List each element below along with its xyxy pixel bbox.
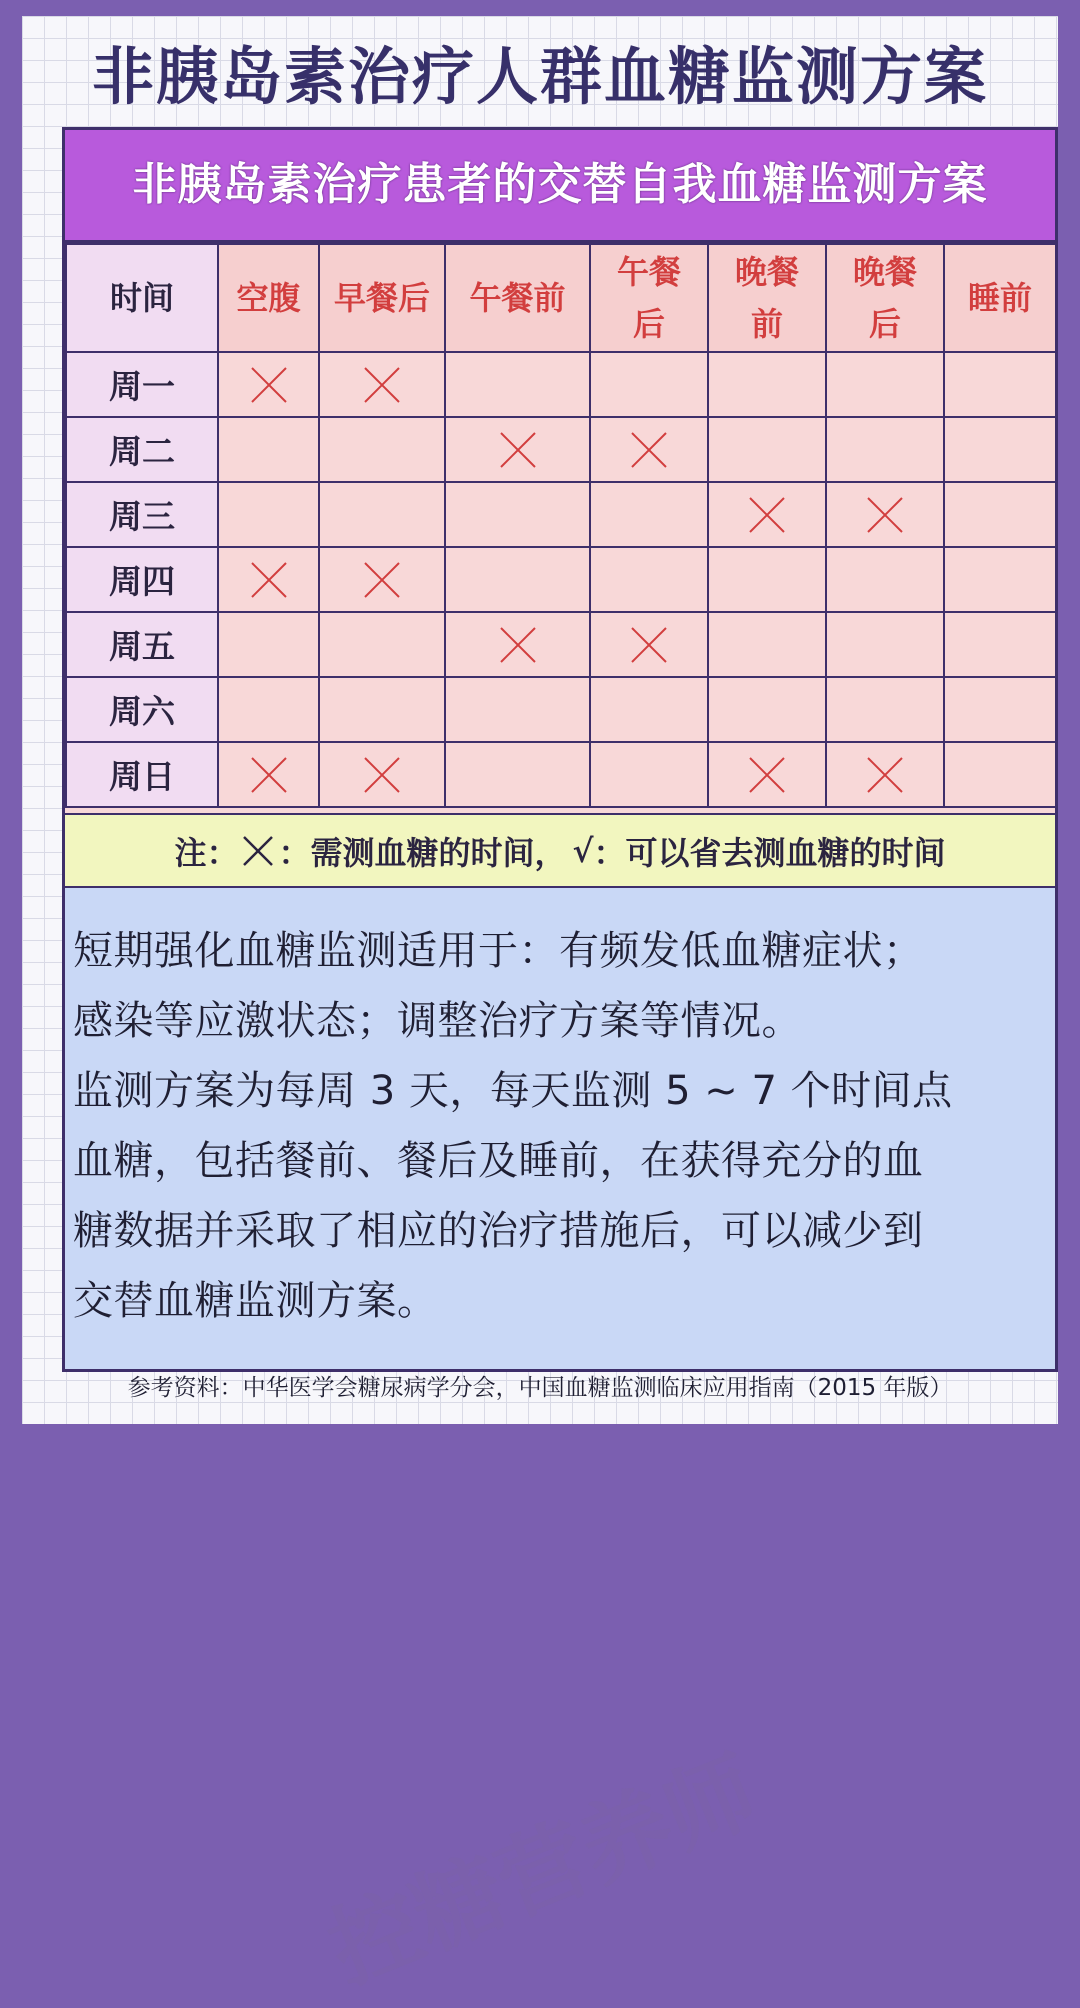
schedule-cell	[218, 352, 319, 417]
schedule-cell	[319, 547, 445, 612]
column-header	[590, 244, 708, 352]
table-row	[66, 417, 1056, 482]
x-mark-icon	[748, 496, 786, 534]
x-mark-icon	[250, 756, 288, 794]
schedule-cell	[218, 677, 319, 742]
info-line: 血糖，包括餐前、餐后及睡前，在获得充分的血	[73, 1138, 924, 1184]
x-mark-icon	[240, 833, 276, 869]
schedule-cell	[445, 482, 590, 547]
schedule-cell	[319, 677, 445, 742]
info-line: 感染等应激状态；调整治疗方案等情况。	[73, 998, 802, 1044]
column-header	[319, 244, 445, 352]
schedule-cell	[708, 417, 826, 482]
x-mark-icon	[630, 431, 668, 469]
poster	[22, 16, 1058, 2004]
column-header	[944, 244, 1056, 352]
table-heading: 非胰岛素治疗患者的交替自我血糖监测方案	[65, 130, 1055, 243]
schedule-cell	[708, 612, 826, 677]
check-icon: √	[572, 831, 594, 870]
schedule-cell	[826, 677, 944, 742]
schedule-cell	[319, 612, 445, 677]
watermark: 控糖营养师	[314, 1736, 772, 2004]
schedule-cell	[826, 547, 944, 612]
x-mark-icon	[866, 756, 904, 794]
column-header-label: 前	[750, 305, 783, 343]
schedule-cell	[944, 677, 1056, 742]
page-title: 非胰岛素治疗人群血糖监测方案	[91, 40, 988, 113]
schedule-cell	[708, 352, 826, 417]
column-header-label: 晚餐	[852, 253, 917, 291]
column-header-label: 后	[632, 305, 665, 343]
day-label: 周六	[66, 677, 218, 742]
info-line: 糖数据并采取了相应的治疗措施后，可以减少到	[73, 1208, 924, 1254]
column-header-label: 早餐后	[333, 279, 430, 317]
schedule-cell	[319, 417, 445, 482]
x-mark-icon	[866, 496, 904, 534]
table-row	[66, 612, 1056, 677]
schedule-cell	[445, 547, 590, 612]
schedule-cell	[826, 417, 944, 482]
info-line: 监测方案为每周 3 天，每天监测 5 ~ 7 个时间点	[73, 1068, 953, 1114]
info-line: 短期强化血糖监测适用于：有频发低血糖症状；	[73, 928, 924, 974]
schedule-cell	[708, 547, 826, 612]
note-prefix: 注：	[174, 833, 239, 872]
reference-note: 参考资料：中华医学会糖尿病学分会，中国血糖监测临床应用指南（2015 年版）	[127, 1375, 953, 1401]
schedule-cell	[944, 417, 1056, 482]
schedule-cell	[590, 677, 708, 742]
schedule-cell	[944, 482, 1056, 547]
schedule-cell	[826, 742, 944, 807]
legend-note	[65, 813, 1055, 888]
schedule-cell	[319, 482, 445, 547]
column-header	[445, 244, 590, 352]
grid-body	[66, 352, 1056, 807]
schedule-cell	[218, 482, 319, 547]
schedule-cell	[708, 482, 826, 547]
column-header-row	[66, 244, 1056, 352]
schedule-cell	[826, 352, 944, 417]
x-mark-icon	[630, 626, 668, 664]
schedule-cell	[445, 612, 590, 677]
schedule-cell	[590, 742, 708, 807]
column-header-label: 空腹	[236, 279, 301, 317]
schedule-cell	[590, 417, 708, 482]
x-mark-icon	[499, 431, 537, 469]
day-label: 周二	[66, 417, 218, 482]
x-mark-icon	[363, 366, 401, 404]
table-row	[66, 677, 1056, 742]
column-header-label: 后	[868, 305, 901, 343]
schedule-cell	[319, 742, 445, 807]
schedule-cell	[826, 482, 944, 547]
column-header-label: 睡前	[967, 279, 1032, 317]
table-row	[66, 352, 1056, 417]
info-line: 交替血糖监测方案。	[73, 1278, 438, 1324]
day-label: 周日	[66, 742, 218, 807]
column-header-label: 午餐前	[469, 279, 566, 317]
column-header	[218, 244, 319, 352]
table-row	[66, 742, 1056, 807]
x-mark-icon	[250, 561, 288, 599]
x-mark-icon	[250, 366, 288, 404]
column-header	[826, 244, 944, 352]
schedule-grid	[65, 243, 1057, 808]
schedule-cell	[218, 742, 319, 807]
day-label: 周一	[66, 352, 218, 417]
schedule-cell	[445, 677, 590, 742]
table-row	[66, 547, 1056, 612]
schedule-cell	[944, 612, 1056, 677]
x-mark-icon	[499, 626, 537, 664]
day-label: 周四	[66, 547, 218, 612]
day-label: 周五	[66, 612, 218, 677]
time-header: 时间	[66, 244, 218, 352]
schedule-cell	[445, 417, 590, 482]
schedule-cell	[590, 482, 708, 547]
column-header-label: 午餐	[616, 253, 681, 291]
schedule-cell	[590, 352, 708, 417]
day-label: 周三	[66, 482, 218, 547]
schedule-cell	[708, 677, 826, 742]
schedule-cell	[944, 547, 1056, 612]
check-meaning: ：可以省去测血糖的时间	[593, 833, 946, 872]
x-mark-icon	[363, 756, 401, 794]
x-mark-icon	[748, 756, 786, 794]
x-mark-icon	[363, 561, 401, 599]
schedule-cell	[590, 547, 708, 612]
schedule-cell	[590, 612, 708, 677]
x-meaning: ：需测血糖的时间，	[278, 833, 567, 872]
schedule-cell	[218, 612, 319, 677]
schedule-cell	[218, 547, 319, 612]
column-header-label: 晚餐	[734, 253, 799, 291]
schedule-cell	[826, 612, 944, 677]
column-header	[708, 244, 826, 352]
schedule-cell	[944, 742, 1056, 807]
schedule-cell	[944, 352, 1056, 417]
schedule-cell	[445, 352, 590, 417]
schedule-cell	[218, 417, 319, 482]
schedule-cell	[319, 352, 445, 417]
schedule-cell	[445, 742, 590, 807]
table-row	[66, 482, 1056, 547]
schedule-cell	[708, 742, 826, 807]
